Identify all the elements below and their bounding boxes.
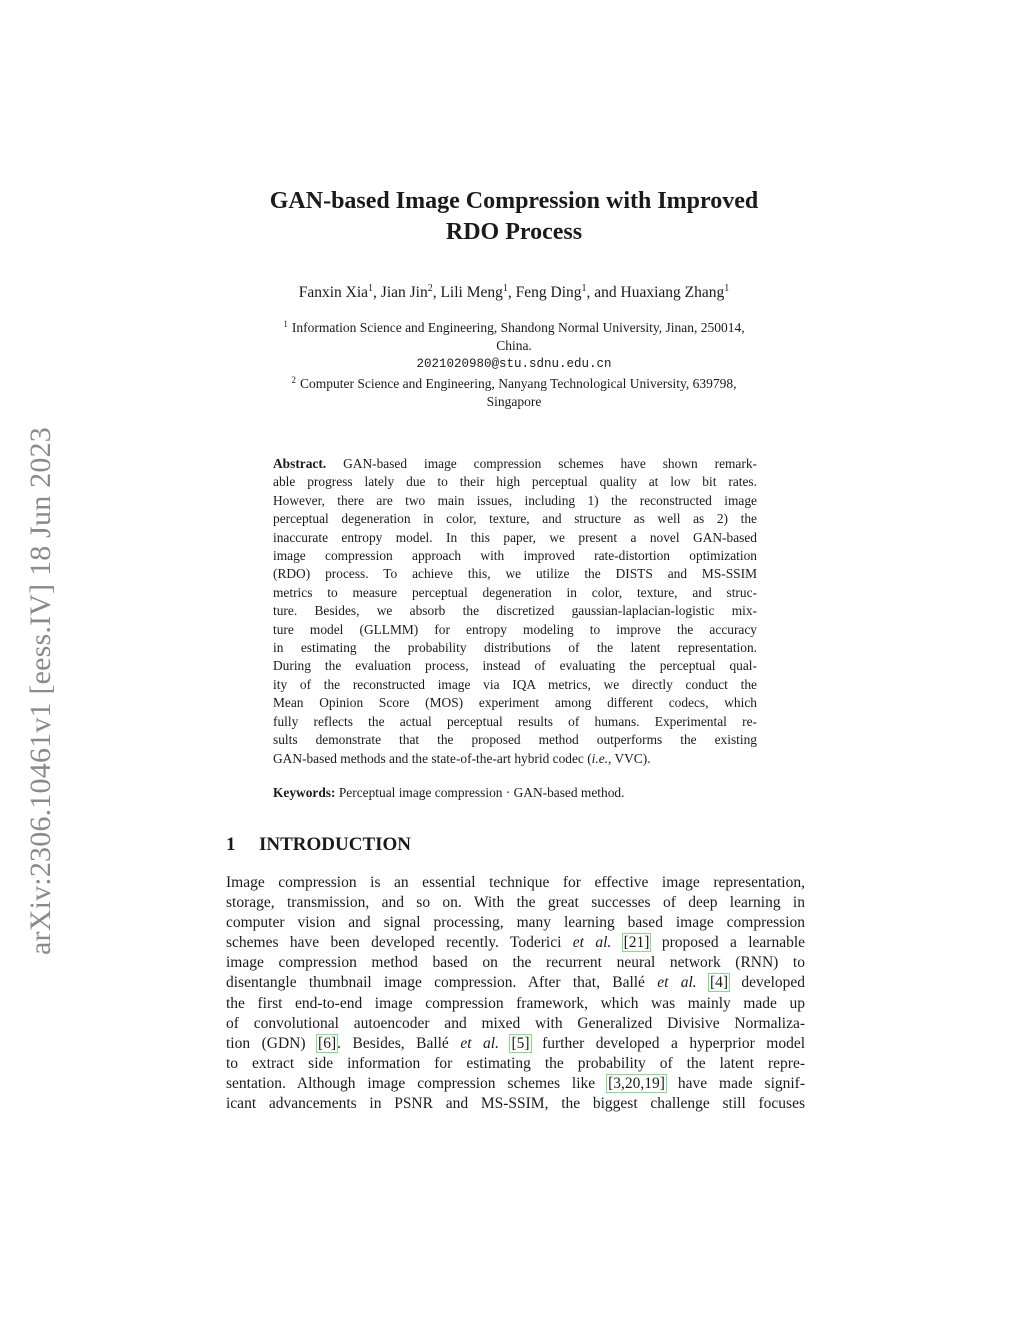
abstract-line <box>273 529 757 547</box>
affiliation-mark: 1 <box>283 319 288 329</box>
abstract-line <box>273 731 757 749</box>
title-line-2: RDO Process <box>445 219 583 245</box>
keywords-text: Perceptual image compression · GAN-based method. <box>338 785 625 800</box>
title-line-1: GAN-based Image Compression with Improved <box>269 188 759 214</box>
abstract <box>273 455 757 768</box>
arxiv-identifier-text: arXiv:2306.10461v1 [eess.IV] 18 Jun 2023 <box>24 427 57 955</box>
abstract-text: ture model (GLLMM) for entropy modeling to improve the accuracy <box>273 621 757 637</box>
author-name: Feng Ding <box>515 284 582 301</box>
intro-text: developed <box>741 974 806 992</box>
intro-text: sentation. Although image compression schemes like <box>226 1074 596 1092</box>
affiliation-1-line-1: Information Science and Engineering, Shandong Normal University, Jinan, 250014, <box>291 320 745 335</box>
citation-link[interactable]: [4] <box>709 974 729 992</box>
abstract-text: GAN-based image compression schemes have shown remark- <box>343 456 757 471</box>
abstract-line <box>273 657 757 675</box>
abstract-text: ture. Besides, we absorb the discretized gaussian-laplacian-logistic mix- <box>273 603 757 619</box>
author-separator: , <box>507 284 516 301</box>
author-name: Jian Jin <box>380 284 428 301</box>
et-al-text: et al. <box>572 934 612 952</box>
abstract-line <box>273 621 757 639</box>
abstract-text: During the evaluation process, instead of evaluating the perceptual qual- <box>273 658 757 674</box>
author-separator: , and <box>586 284 621 301</box>
affiliation-2-line-2: Singapore <box>486 394 542 409</box>
author-email: 2021020980@stu.sdnu.edu.cn <box>416 357 612 371</box>
intro-line: the first end-to-end image compression framework, which was mainly made up <box>226 994 805 1012</box>
intro-line <box>226 1074 805 1094</box>
abstract-text: in estimating the probability distributions of the latent representation. <box>273 640 757 656</box>
intro-line: of convolutional autoencoder and mixed with Generalized Divisive Normaliza- <box>226 1014 805 1032</box>
intro-line: computer vision and signal processing, many learning based image compression <box>226 914 805 932</box>
intro-line <box>226 1034 805 1054</box>
intro-line <box>226 973 805 993</box>
intro-text: disentangle thumbnail image compression. After that, Ballé <box>226 974 645 992</box>
author-separator: , <box>432 284 441 301</box>
affiliation-2 <box>200 375 828 411</box>
abstract-text: sults demonstrate that the proposed method outperforms the existing <box>273 732 757 748</box>
abstract-text: image compression approach with improved rate-distortion optimization <box>273 548 757 564</box>
author-affiliation-mark: 1 <box>368 283 374 294</box>
intro-line: icant advancements in PSNR and MS-SSIM, the biggest challenge still focuses <box>226 1095 805 1113</box>
author-affiliation-mark: 1 <box>724 283 730 294</box>
abstract-line <box>273 473 757 491</box>
intro-line: to extract side information for estimating the probability of the latent repre- <box>226 1054 805 1072</box>
abstract-line <box>273 694 757 712</box>
abstract-line <box>273 676 757 694</box>
paper-title <box>200 186 828 248</box>
et-al-text: et al. <box>460 1034 499 1052</box>
author-affiliation-mark: 2 <box>427 283 433 294</box>
affiliation-1-line-2: China. <box>496 338 532 353</box>
abstract-text: inaccurate entropy model. In this paper, we present a novel GAN-based <box>273 529 757 545</box>
citation-link[interactable]: [5] <box>511 1034 530 1052</box>
abstract-text: perceptual degeneration in color, texture, and structure as well as 2) the <box>273 511 757 527</box>
author-separator: , <box>373 284 381 301</box>
intro-text: proposed a learnable <box>661 934 806 952</box>
affiliation-mark: 2 <box>291 375 296 385</box>
section-title: INTRODUCTION <box>259 834 412 855</box>
citation-link[interactable]: [3,20,19] <box>608 1074 665 1092</box>
abstract-line <box>273 455 757 473</box>
intro-text: further developed a hyperprior model <box>542 1034 806 1052</box>
intro-line: image compression method based on the recurrent neural network (RNN) to <box>226 954 805 972</box>
keywords <box>273 784 757 802</box>
intro-text: tion (GDN) <box>226 1034 306 1052</box>
intro-line: Image compression is an essential technique for effective image representation, <box>226 874 805 891</box>
abstract-line <box>273 750 757 768</box>
et-al-text: et al. <box>657 974 697 992</box>
abstract-text: ity of the reconstructed image via IQA metrics, we directly conduct the <box>273 676 757 692</box>
intro-text: have made signif- <box>677 1074 806 1092</box>
section-number: 1 <box>226 834 236 855</box>
citation-link[interactable]: [21] <box>623 934 650 952</box>
abstract-label: Abstract. <box>273 456 327 471</box>
intro-line: storage, transmission, and so on. With the great successes of deep learning in <box>226 894 805 912</box>
author-affiliation-mark: 1 <box>502 283 508 294</box>
author-name: Huaxiang Zhang <box>620 284 725 301</box>
abstract-text: , VVC). <box>608 750 651 766</box>
citation-link[interactable]: [6] <box>318 1034 337 1052</box>
abstract-text: able progress lately due to their high perceptual quality at low bit rates. <box>273 474 757 490</box>
intro-text: . Besides, Ballé <box>337 1034 449 1052</box>
abstract-text: metrics to measure perceptual degeneration in color, texture, and struc- <box>273 584 757 600</box>
affiliation-1 <box>200 319 828 373</box>
abstract-text: GAN-based methods and the state-of-the-art hybrid codec ( <box>273 750 592 766</box>
intro-text: schemes have been developed recently. Toderici <box>226 934 562 952</box>
section-heading <box>226 833 411 857</box>
affiliation-2-line-1: Computer Science and Engineering, Nanyang Technological University, 639798, <box>299 376 737 391</box>
abstract-line <box>273 510 757 528</box>
author-name: Lili Meng <box>440 284 503 301</box>
abstract-text: (RDO) process. To achieve this, we utilize the DISTS and MS-SSIM <box>273 566 757 582</box>
abstract-line <box>273 584 757 602</box>
abstract-line <box>273 639 757 657</box>
abstract-text: Mean Opinion Score (MOS) experiment among different codecs, which <box>273 695 757 711</box>
abstract-text: fully reflects the actual perceptual results of humans. Experimental re- <box>273 713 757 729</box>
author-list <box>200 283 828 303</box>
abstract-line <box>273 713 757 731</box>
author-affiliation-mark: 1 <box>581 283 587 294</box>
abstract-line <box>273 565 757 583</box>
abstract-line <box>273 547 757 565</box>
intro-line <box>226 933 805 953</box>
abstract-line <box>273 492 757 510</box>
abstract-line <box>273 602 757 620</box>
abstract-text: However, there are two main issues, including 1) the reconstructed image <box>273 492 757 508</box>
arxiv-identifier-stamp <box>24 355 58 955</box>
author-name: Fanxin Xia <box>298 284 369 301</box>
keywords-label: Keywords: <box>273 785 336 800</box>
abstract-ie-text: i.e. <box>591 750 609 766</box>
introduction-body <box>226 873 805 1114</box>
